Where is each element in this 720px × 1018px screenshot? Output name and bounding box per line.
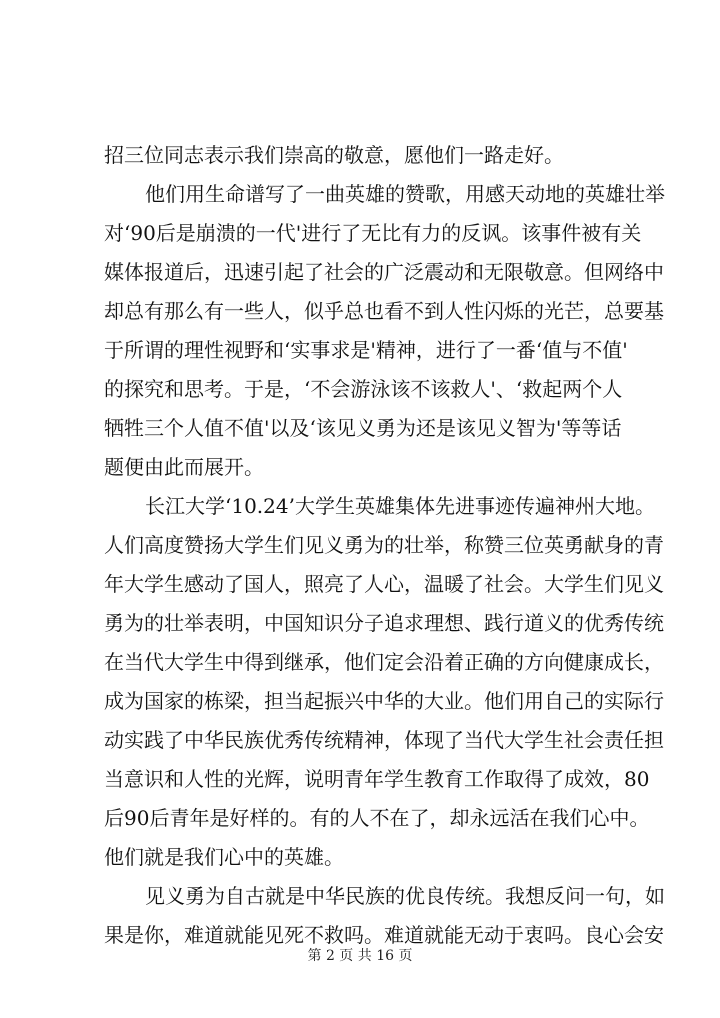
text-line: 题便由此而展开。 <box>104 455 264 479</box>
text-line: 招三位同志表示我们崇高的敬意，愿他们一路走好。 <box>104 143 564 167</box>
text-line: 后90后青年是好样的。有的人不在了，却永远活在我们心中。 <box>104 806 650 830</box>
text-line: 牺牲三个人值不值'以及‘该见义勇为还是该见义智为'等等话 <box>104 416 622 440</box>
text-line: 年大学生感动了国人，照亮了人心，温暖了社会。大学生们见义 <box>104 572 664 596</box>
text-line: 于所谓的理性视野和‘实事求是'精神，进行了一番‘值与不值' <box>104 338 628 362</box>
text-line: 成为国家的栋梁，担当起振兴中华的大业。他们用自己的实际行 <box>104 689 664 713</box>
text-line: 媒体报道后，迅速引起了社会的广泛震动和无限敬意。但网络中 <box>104 260 664 284</box>
text-line: 对‘90后是崩溃的一代'进行了无比有力的反讽。该事件被有关 <box>104 221 642 245</box>
text-line: 却总有那么有一些人，似乎总也看不到人性闪烁的光芒，总要基 <box>104 299 664 323</box>
paragraph-start-line: 他们用生命谱写了一曲英雄的赞歌，用感天动地的英雄壮举 <box>145 182 665 206</box>
paragraph-start-line: 见义勇为自古就是中华民族的优良传统。我想反问一句，如 <box>145 884 665 908</box>
text-line: 当意识和人性的光辉，说明青年学生教育工作取得了成效，80 <box>104 767 650 791</box>
text-line: 果是你，难道就能见死不救吗。难道就能无动于衷吗。良心会安 <box>104 923 664 947</box>
text-line: 动实践了中华民族优秀传统精神，体现了当代大学生社会责任担 <box>104 728 664 752</box>
text-line: 在当代大学生中得到继承，他们定会沿着正确的方向健康成长， <box>104 650 664 674</box>
paragraph-start-line: 长江大学‘10.24’大学生英雄集体先进事迹传遍神州大地。 <box>145 494 655 518</box>
text-line: 人们高度赞扬大学生们见义勇为的壮举，称赞三位英勇献身的青 <box>104 533 664 557</box>
text-line: 勇为的壮举表明，中国知识分子追求理想、践行道义的优秀传统 <box>104 611 664 635</box>
page-number-footer: 第 2 页 共 16 页 <box>307 948 413 964</box>
text-line: 的探究和思考。于是，‘不会游泳该不该救人'、‘救起两个人 <box>104 377 623 401</box>
text-line: 他们就是我们心中的英雄。 <box>104 845 344 869</box>
